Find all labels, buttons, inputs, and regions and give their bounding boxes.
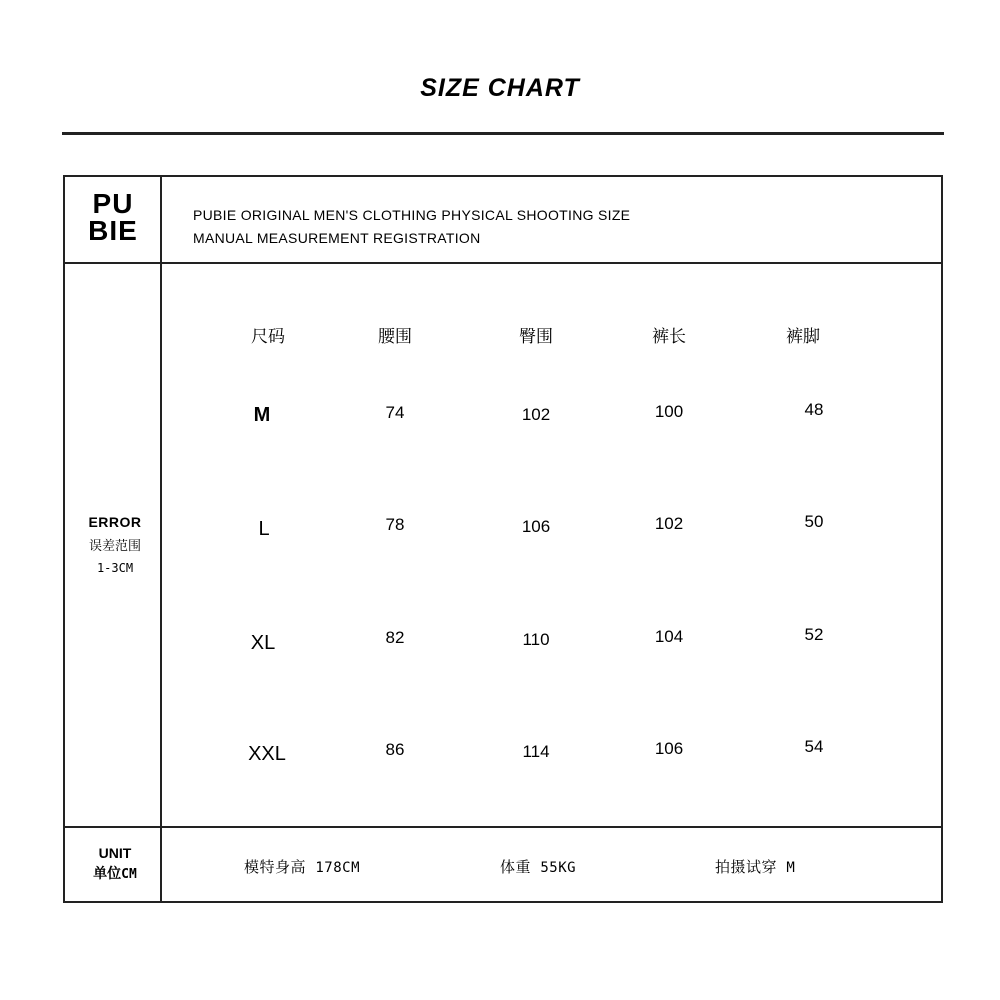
footer-row-divider xyxy=(63,826,943,828)
error-note xyxy=(63,511,167,580)
brand-logo-line1: PU xyxy=(92,188,134,219)
title-divider xyxy=(62,132,944,135)
brand-logo xyxy=(63,190,163,244)
row-xxl-size: XXL xyxy=(248,743,286,765)
fitting-size xyxy=(715,856,795,877)
size-table-frame xyxy=(63,175,943,903)
model-height xyxy=(244,856,360,877)
row-xl-length: 104 xyxy=(654,627,684,646)
row-l-waist: 78 xyxy=(385,515,405,534)
header-size: 尺码 xyxy=(251,327,285,346)
header-row-divider xyxy=(63,262,943,264)
model-height-label: 模特身高 xyxy=(244,859,307,876)
row-xxl-waist: 86 xyxy=(385,740,405,759)
row-xl-waist: 82 xyxy=(385,628,405,647)
row-l-hip: 106 xyxy=(521,517,551,536)
row-xxl-length: 106 xyxy=(654,739,684,758)
row-xl-size: XL xyxy=(250,632,276,654)
row-m-hip: 102 xyxy=(521,405,551,424)
row-m-waist: 74 xyxy=(385,403,405,422)
row-xxl-hip: 114 xyxy=(522,742,550,761)
row-l-size: L xyxy=(258,518,270,540)
model-height-value: 178CM xyxy=(315,860,361,876)
header-leg-opening: 裤脚 xyxy=(786,327,820,346)
brand-logo-line2: BIE xyxy=(88,215,138,246)
intro-line1: PUBIE ORIGINAL MEN'S CLOTHING PHYSICAL SHOOTING SIZE xyxy=(193,207,631,223)
row-l-leg-opening: 50 xyxy=(804,512,824,531)
error-label: ERROR xyxy=(88,514,142,530)
row-xxl-leg-opening: 54 xyxy=(804,737,824,756)
row-m-size: M xyxy=(253,404,271,426)
intro-text xyxy=(193,204,630,250)
header-length: 裤长 xyxy=(652,327,686,346)
unit-note xyxy=(63,843,167,885)
row-m-leg-opening: 48 xyxy=(804,400,824,419)
unit-label: UNIT xyxy=(98,845,132,861)
fitting-size-label: 拍摄试穿 xyxy=(715,859,778,876)
error-range: 1-3CM xyxy=(96,561,134,575)
error-label-cn: 误差范围 xyxy=(88,538,141,553)
row-l-length: 102 xyxy=(654,514,684,533)
model-weight-label: 体重 xyxy=(500,859,532,876)
intro-line2: MANUAL MEASUREMENT REGISTRATION xyxy=(193,230,481,246)
model-weight xyxy=(500,856,576,877)
header-hip: 臀围 xyxy=(519,327,553,346)
header-waist: 腰围 xyxy=(378,327,412,346)
row-m-length: 100 xyxy=(654,402,684,421)
model-weight-value: 55KG xyxy=(540,860,577,876)
row-xl-hip: 110 xyxy=(522,630,550,649)
page-title: SIZE CHART xyxy=(420,74,580,102)
unit-label-cn: 单位 xyxy=(93,865,122,881)
row-xl-leg-opening: 52 xyxy=(804,625,824,644)
fitting-size-value: M xyxy=(786,860,796,876)
unit-cm: CM xyxy=(121,867,137,882)
